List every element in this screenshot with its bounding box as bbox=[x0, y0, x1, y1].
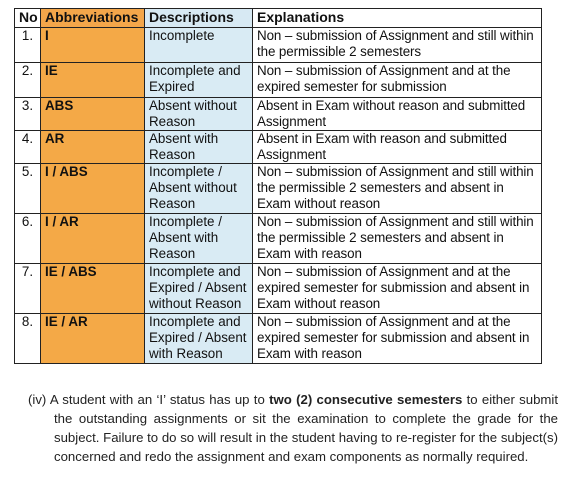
grade-abbreviations-table bbox=[14, 8, 542, 364]
table-row bbox=[15, 131, 542, 164]
table-header-row bbox=[15, 9, 542, 28]
header-abbreviations: Abbreviations bbox=[41, 9, 145, 28]
cell-explanation: Non – submission of Assignment and at the expired semester for submission and absent in Exam without reason bbox=[253, 264, 542, 314]
table-row bbox=[15, 28, 542, 63]
table-row bbox=[15, 98, 542, 131]
cell-no: 2. bbox=[15, 63, 41, 98]
cell-abbreviation: IE / ABS bbox=[41, 264, 145, 314]
cell-no: 5. bbox=[15, 164, 41, 214]
header-explanations: Explanations bbox=[253, 9, 542, 28]
cell-explanation: Absent in Exam with reason and submitted Assignment bbox=[253, 131, 542, 164]
cell-no: 1. bbox=[15, 28, 41, 63]
cell-explanation: Non – submission of Assignment and at the expired semester for submission bbox=[253, 63, 542, 98]
table-row bbox=[15, 214, 542, 264]
grade-abbreviations-table-wrapper bbox=[14, 8, 542, 364]
cell-abbreviation: AR bbox=[41, 131, 145, 164]
cell-description: Incomplete / Absent with Reason bbox=[145, 214, 253, 264]
cell-description: Incomplete and Expired / Absent with Reason bbox=[145, 314, 253, 364]
cell-description: Incomplete bbox=[145, 28, 253, 63]
cell-abbreviation: I / AR bbox=[41, 214, 145, 264]
cell-description: Incomplete and Expired bbox=[145, 63, 253, 98]
note-prefix: (iv) A student with an ‘I’ status has up to bbox=[28, 392, 270, 407]
cell-no: 4. bbox=[15, 131, 41, 164]
cell-abbreviation: IE bbox=[41, 63, 145, 98]
note-bold-term: two (2) consecutive semesters bbox=[269, 392, 463, 407]
cell-explanation: Non – submission of Assignment and still within the permissible 2 semesters bbox=[253, 28, 542, 63]
cell-no: 3. bbox=[15, 98, 41, 131]
cell-explanation: Non – submission of Assignment and at the expired semester for submission and absent in Exam with reason bbox=[253, 314, 542, 364]
cell-description: Incomplete / Absent without Reason bbox=[145, 164, 253, 214]
header-no: No bbox=[15, 9, 41, 28]
note-suffix: to either submit the outstanding assignments or sit the examination to complete the grade for the subject. Failure to do so will result in the student having to re-register for the subject(s) concerned and redo the assignment and exam components as normally required. bbox=[54, 392, 559, 464]
table-row bbox=[15, 264, 542, 314]
cell-no: 7. bbox=[15, 264, 41, 314]
cell-explanation: Non – submission of Assignment and still within the permissible 2 semesters and absent in Exam with reason bbox=[253, 214, 542, 264]
cell-abbreviation: ABS bbox=[41, 98, 145, 131]
incomplete-status-note bbox=[28, 390, 558, 466]
cell-description: Incomplete and Expired / Absent without Reason bbox=[145, 264, 253, 314]
cell-description: Absent without Reason bbox=[145, 98, 253, 131]
header-descriptions: Descriptions bbox=[145, 9, 253, 28]
cell-description: Absent with Reason bbox=[145, 131, 253, 164]
cell-no: 8. bbox=[15, 314, 41, 364]
cell-no: 6. bbox=[15, 214, 41, 264]
table-row bbox=[15, 314, 542, 364]
cell-explanation: Absent in Exam without reason and submitted Assignment bbox=[253, 98, 542, 131]
cell-abbreviation: I / ABS bbox=[41, 164, 145, 214]
table-row bbox=[15, 164, 542, 214]
cell-abbreviation: IE / AR bbox=[41, 314, 145, 364]
table-row bbox=[15, 63, 542, 98]
note-paragraph bbox=[28, 390, 558, 466]
cell-explanation: Non – submission of Assignment and still within the permissible 2 semesters and absent in Exam without reason bbox=[253, 164, 542, 214]
cell-abbreviation: I bbox=[41, 28, 145, 63]
